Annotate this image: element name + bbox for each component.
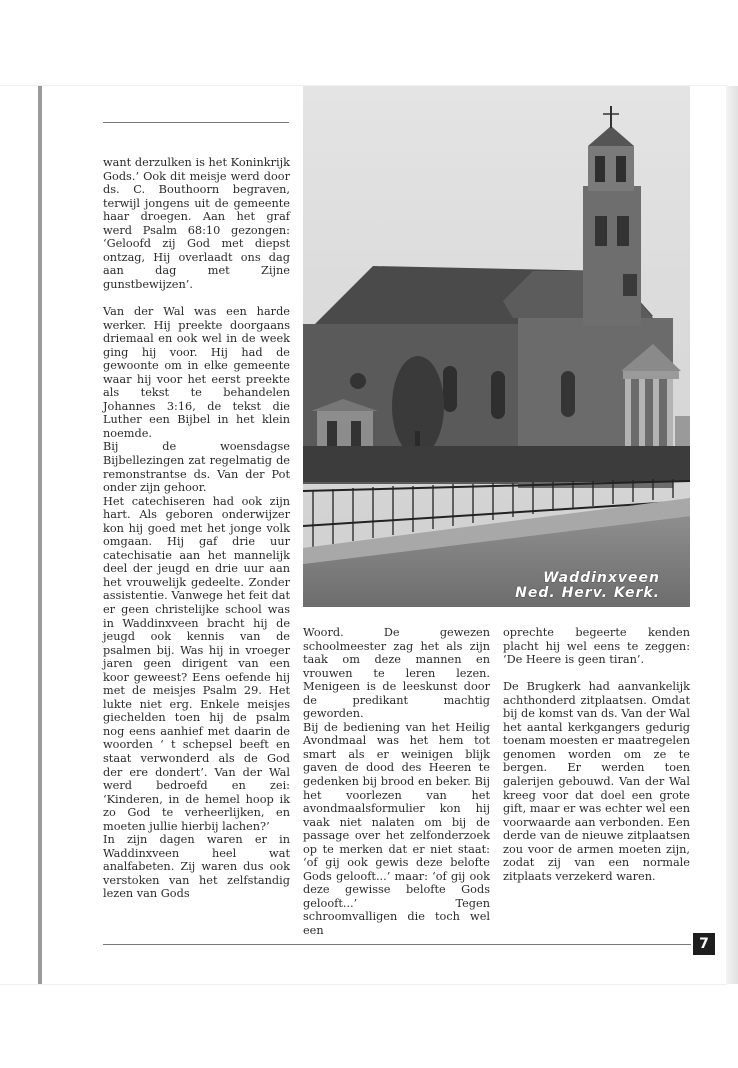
paragraph: De Brugkerk had aanvankelijk achthonderd zitplaatsen. Omdat bij de komst van ds. Van der Wal het aantal kerkgangers gedurig toenam moesten er maatregelen genomen worden om ze te bergen. Er werden toen galerijen gebouwd. Van der Wal kreeg voor dat doel een grote gift, maar er was echter wel een voorwaarde aan verbonden. Een derde van de nieuwe zitplaatsen zou voor de armen moeten zijn, zodat zij van een normale zitplaats verzekerd waren. [503, 680, 690, 883]
caption-line-2: Ned. Herv. Kerk. [515, 585, 660, 601]
paragraph: Bij de bediening van het Heilig Avondmaal was het hem tot smart als er weinigen blijk gaven de dood des Heeren te gedenken bij brood en beker. Bij het voorlezen van het avondmaalsformulier kon hij vaak niet nalaten om bij de passage over het zelfonderzoek op te merken dat er niet staat: ‘of gij ook gewis deze belofte Gods gelooft...’ maar: ‘of gij ook deze gewisse belofte Gods gelooft...’ Tegen schroomvalligen die toch wel een [303, 720, 490, 938]
paragraph: oprechte begeerte kenden placht hij wel eens te zeggen: ‘De Heere is geen tiran’. [503, 626, 690, 667]
page-number: 7 [693, 933, 715, 955]
text-column-2 [303, 626, 490, 938]
paragraph: In zijn dagen waren er in Waddinxveen heel wat analfabeten. Zij waren dus ook verstoken van het zelfstandig lezen van Gods [103, 833, 290, 901]
text-column-1 [103, 156, 290, 901]
page-binding [38, 86, 42, 984]
photo-caption [515, 571, 660, 601]
paragraph: Woord. De gewezen schoolmeester zag het als zijn taak om deze mannen en vrouwen te leren lezen. Menigeen is de leeskunst door de predikant machtig geworden. [303, 626, 490, 721]
church-illustration [303, 86, 690, 607]
right-page-edge [726, 86, 738, 984]
paragraph: want derzulken is het Koninkrijk Gods.’ Ook dit meisje werd door ds. C. Bouthoorn begraven, terwijl jongens uit de gemeente haar droegen. Aan het graf werd Psalm 68:10 gezongen: ‘Geloofd zij God met diepst ontzag, Hij overlaadt ons dag aan dag met Zijne gunstbewijzen’. [103, 156, 290, 291]
church-photo [303, 86, 690, 607]
paragraph: Van der Wal was een harde werker. Hij preekte doorgaans driemaal en ook wel in de week ging hij voor. Hij had de gewoonte om in elke gemeente waar hij voor het eerst preekte als tekst te behandelen Johannes 3:16, de tekst die Luther een Bijbel in het klein noemde. [103, 304, 290, 440]
text-column-3 [503, 626, 690, 883]
caption-line-1: Waddinxveen [543, 570, 660, 586]
paragraph: Het catechiseren had ook zijn hart. Als geboren onderwijzer kon hij goed met het jonge volk omgaan. Hij gaf drie uur catechisatie aan het mannelijk deel der jeugd en drie uur aan het vrouwelijk gedeelte. Zonder assistentie. Vanwege het feit dat er geen christelijke school was in Waddinxveen bracht hij de jeugd ook kennis van de psalmen bij. Was hij in vroeger jaren geen dirigent van een koor geweest? Eens oefende hij met de meisjes Psalm 29. Het lukte niet erg. Enkele meisjes giechelden toen hij de psalm nog eens aanhief met daarin de woorden ‘ t schepsel beeft en staat verwonderd als de God der ere dondert’. Van der Wal werd bedroefd en zei: ‘Kinderen, in de hemel hoop ik zo God te verheerlijken, en moeten jullie hierbij lachen?’ [103, 494, 290, 833]
bottom-rule [103, 944, 691, 945]
paragraph: Bij de woensdagse Bijbellezingen zat regelmatig de remonstrantse ds. Van der Pot onder zijn gehoor. [103, 440, 290, 495]
top-rule [103, 122, 289, 123]
